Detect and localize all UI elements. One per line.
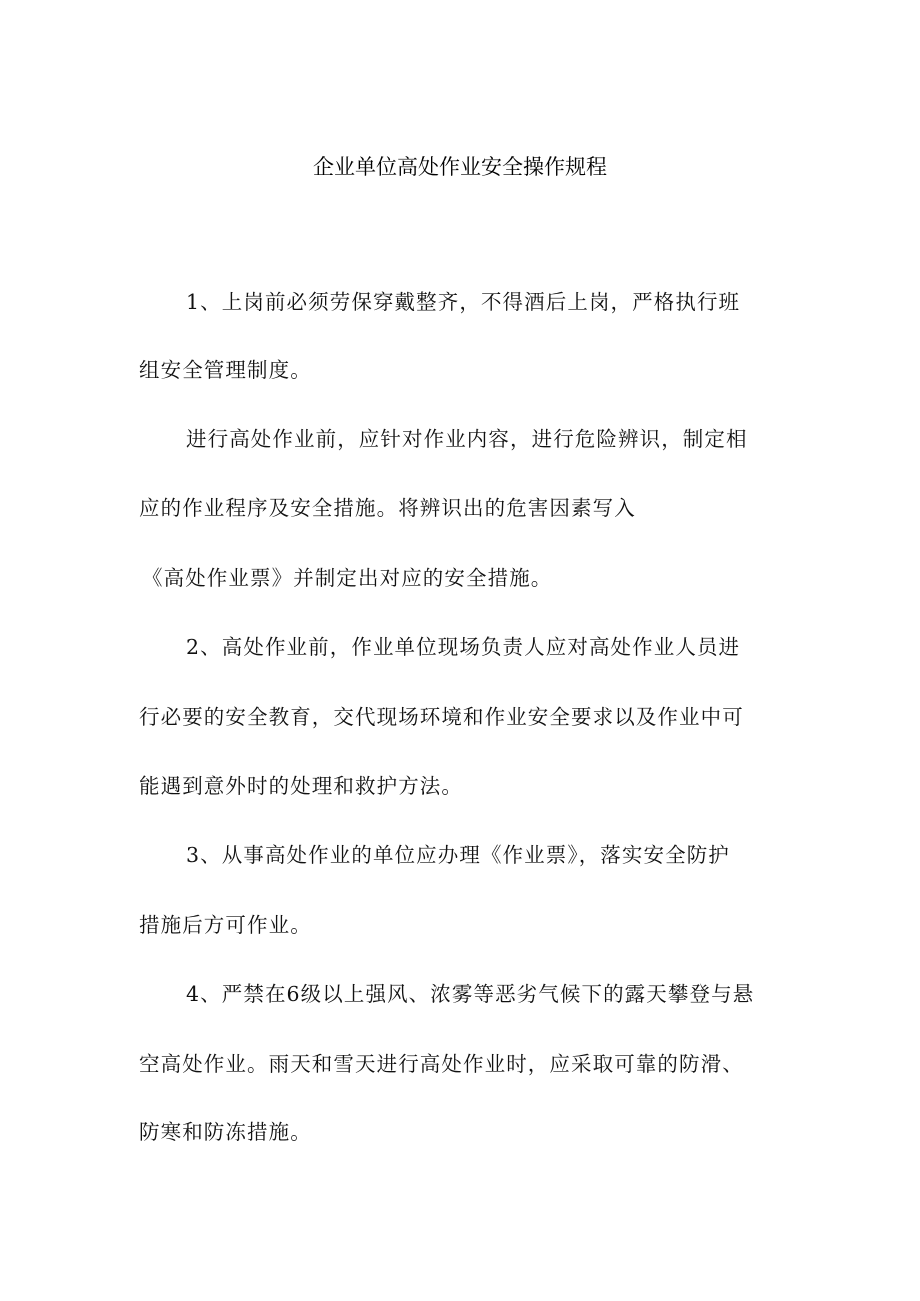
paragraph-1b-line-1: 进行高处作业前，应针对作业内容，进行危险辨识，制定相 <box>186 427 748 451</box>
paragraph-3-line-1: 3、从事高处作业的单位应办理《作业票》，落实安全防护 <box>186 843 730 867</box>
paragraph-2-line-3: 能遇到意外时的处理和救护方法。 <box>139 774 463 798</box>
paragraph-1b-line-3: 《高处作业票》并制定出对应的安全措施。 <box>142 566 553 590</box>
paragraph-2-line-1: 2、高处作业前，作业单位现场负责人应对高处作业人员进 <box>186 635 741 659</box>
paragraph-4-line-2: 空高处作业。雨天和雪天进行高处作业时，应采取可靠的防滑、 <box>139 1052 744 1076</box>
paragraph-1-line-1: 1、上岗前必须劳保穿戴整齐，不得酒后上岗，严格执行班 <box>186 290 741 314</box>
paragraph-4-line-1: 4、严禁在6级以上强风、浓雾等恶劣气候下的露天攀登与悬 <box>186 982 755 1006</box>
paragraph-1b-line-2: 应的作业程序及安全措施。将辨识出的危害因素写入 <box>139 496 636 520</box>
paragraph-4-line-3: 防寒和防冻措施。 <box>139 1120 312 1144</box>
paragraph-3-line-2: 措施后方可作业。 <box>139 913 312 937</box>
page-title: 企业单位高处作业安全操作规程 <box>313 155 607 179</box>
paragraph-2-line-2: 行必要的安全教育，交代现场环境和作业安全要求以及作业中可 <box>139 705 744 729</box>
paragraph-1-line-2: 组安全管理制度。 <box>139 358 312 382</box>
